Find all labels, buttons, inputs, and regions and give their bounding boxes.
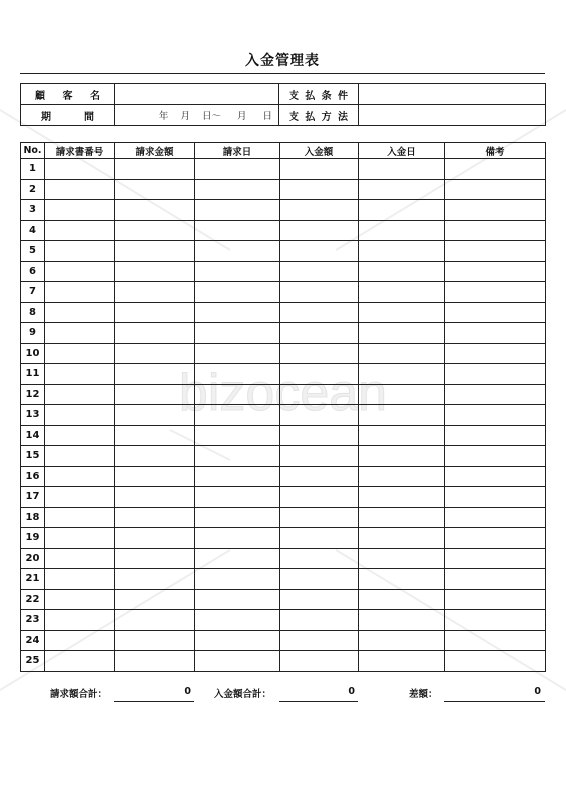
invoice-amount-cell[interactable] [115,507,195,528]
payment-date-cell[interactable] [359,630,445,651]
table-row [21,159,546,180]
invoice-date-cell[interactable] [195,241,280,262]
invoice-date-cell[interactable] [195,528,280,549]
table-row [21,425,546,446]
invoice-number-cell[interactable] [45,507,115,528]
invoice-amount-cell[interactable] [115,179,195,200]
difference-label: 差額： [409,689,438,700]
invoice-number-cell[interactable] [45,200,115,221]
table-row [21,220,546,241]
invoice-number-cell[interactable] [45,241,115,262]
svg-text:bizocean: bizocean [178,364,388,422]
table-row [21,323,546,344]
row-number: 16 [21,466,45,487]
payment-amount-cell[interactable] [280,651,359,672]
payment-date-cell[interactable] [359,528,445,549]
payment-date-cell[interactable] [359,241,445,262]
row-number: 21 [21,569,45,590]
table-row [21,610,546,631]
invoice-date-cell[interactable] [195,364,280,385]
customer-field[interactable] [115,84,279,105]
remarks-cell[interactable] [445,446,546,467]
invoice-number-cell[interactable] [45,610,115,631]
invoice-number-cell[interactable] [45,528,115,549]
payment-amount-cell[interactable] [280,405,359,426]
invoice-number-cell[interactable] [45,364,115,385]
remarks-cell[interactable] [445,507,546,528]
payment-amount-cell[interactable] [280,302,359,323]
row-number: 11 [21,364,45,385]
invoice-amount-cell[interactable] [115,200,195,221]
payment-amount-cell[interactable] [280,282,359,303]
invoice-amount-cell[interactable] [115,569,195,590]
invoice-date-cell[interactable] [195,589,280,610]
invoice-amount-cell[interactable] [115,425,195,446]
payment-date-cell[interactable] [359,302,445,323]
payment-table [20,142,546,672]
payment-date-cell[interactable] [359,548,445,569]
remarks-cell[interactable] [445,630,546,651]
invoice-total-value: 0 [184,686,191,697]
payment-total-underline [279,701,358,702]
invoice-number-cell[interactable] [45,302,115,323]
invoice-amount-cell[interactable] [115,487,195,508]
payment-date-cell[interactable] [359,507,445,528]
table-row [21,200,546,221]
invoice-date-cell[interactable] [195,343,280,364]
invoice-date-cell[interactable] [195,446,280,467]
table-row [21,384,546,405]
invoice-amount-cell[interactable] [115,364,195,385]
payment-amount-cell[interactable] [280,425,359,446]
page-title: 入金管理表 [245,53,320,69]
payment-amount-cell[interactable] [280,528,359,549]
payment-amount-cell[interactable] [280,200,359,221]
info-table [20,83,546,126]
remarks-cell[interactable] [445,179,546,200]
invoice-number-cell[interactable] [45,220,115,241]
table-row [21,630,546,651]
payment-date-cell[interactable] [359,569,445,590]
payment-amount-cell[interactable] [280,343,359,364]
row-number: 23 [21,610,45,631]
table-row [21,179,546,200]
remarks-cell[interactable] [445,569,546,590]
header-invoice-date: 請求日 [195,143,280,159]
payment-date-cell[interactable] [359,220,445,241]
remarks-cell[interactable] [445,384,546,405]
remarks-cell[interactable] [445,302,546,323]
payment-date-cell[interactable] [359,487,445,508]
table-header-row [21,143,546,159]
remarks-cell[interactable] [445,589,546,610]
invoice-date-cell[interactable] [195,302,280,323]
row-number: 12 [21,384,45,405]
remarks-cell[interactable] [445,241,546,262]
invoice-number-cell[interactable] [45,343,115,364]
table-row [21,548,546,569]
payment-amount-cell[interactable] [280,384,359,405]
payment-date-cell[interactable] [359,343,445,364]
invoice-amount-cell[interactable] [115,528,195,549]
table-row [21,405,546,426]
table-row [21,487,546,508]
remarks-cell[interactable] [445,528,546,549]
payment-amount-cell[interactable] [280,569,359,590]
invoice-amount-cell[interactable] [115,610,195,631]
invoice-number-cell[interactable] [45,487,115,508]
invoice-date-cell[interactable] [195,425,280,446]
invoice-date-cell[interactable] [195,548,280,569]
invoice-date-cell[interactable] [195,384,280,405]
row-number: 19 [21,528,45,549]
invoice-amount-cell[interactable] [115,466,195,487]
period-field[interactable]: 年 月 日〜 月 日 [115,105,279,126]
payment-date-cell[interactable] [359,651,445,672]
payment-amount-cell[interactable] [280,446,359,467]
remarks-cell[interactable] [445,487,546,508]
table-row [21,364,546,385]
table-row [21,528,546,549]
remarks-cell[interactable] [445,200,546,221]
invoice-number-cell[interactable] [45,323,115,344]
payment-amount-cell[interactable] [280,364,359,385]
row-number: 1 [21,159,45,180]
header-invoice-amount: 請求金額 [115,143,195,159]
payment-amount-cell[interactable] [280,589,359,610]
remarks-cell[interactable] [445,425,546,446]
payment-date-cell[interactable] [359,261,445,282]
invoice-amount-cell[interactable] [115,343,195,364]
row-number: 20 [21,548,45,569]
invoice-amount-cell[interactable] [115,630,195,651]
row-number: 4 [21,220,45,241]
payment-amount-cell[interactable] [280,610,359,631]
invoice-amount-cell[interactable] [115,282,195,303]
invoice-amount-cell[interactable] [115,589,195,610]
invoice-amount-cell[interactable] [115,651,195,672]
invoice-number-cell[interactable] [45,466,115,487]
payment-amount-cell[interactable] [280,323,359,344]
payment-method-label: 支 払 方 法 [279,105,359,126]
invoice-number-cell[interactable] [45,446,115,467]
table-row [21,282,546,303]
row-number: 22 [21,589,45,610]
period-label: 期 間 [21,105,115,126]
invoice-number-cell[interactable] [45,179,115,200]
payment-amount-cell[interactable] [280,261,359,282]
payment-amount-cell[interactable] [280,466,359,487]
row-number: 6 [21,261,45,282]
invoice-date-cell[interactable] [195,159,280,180]
payment-date-cell[interactable] [359,323,445,344]
table-row [21,466,546,487]
invoice-amount-cell[interactable] [115,548,195,569]
payment-total-label: 入金額合計： [214,689,272,700]
payment-date-cell[interactable] [359,425,445,446]
payment-date-cell[interactable] [359,466,445,487]
payment-date-cell[interactable] [359,159,445,180]
row-number: 15 [21,446,45,467]
payment-method-field[interactable] [359,105,546,126]
invoice-number-cell[interactable] [45,405,115,426]
invoice-amount-cell[interactable] [115,241,195,262]
payment-date-cell[interactable] [359,610,445,631]
header-invoice-number: 請求書番号 [45,143,115,159]
remarks-cell[interactable] [445,220,546,241]
invoice-date-cell[interactable] [195,405,280,426]
invoice-total-label: 請求額合計： [50,689,108,700]
remarks-cell[interactable] [445,282,546,303]
header-remarks: 備考 [445,143,546,159]
invoice-number-cell[interactable] [45,548,115,569]
payment-date-cell[interactable] [359,446,445,467]
payment-total-value: 0 [348,686,355,697]
invoice-amount-cell[interactable] [115,384,195,405]
table-row [21,589,546,610]
customer-label: 顧 客 名 [21,84,115,105]
payment-amount-cell[interactable] [280,241,359,262]
invoice-amount-cell[interactable] [115,302,195,323]
row-number: 18 [21,507,45,528]
invoice-amount-cell[interactable] [115,159,195,180]
difference-underline [444,701,545,702]
remarks-cell[interactable] [445,323,546,344]
table-row [21,241,546,262]
invoice-amount-cell[interactable] [115,323,195,344]
invoice-date-cell[interactable] [195,323,280,344]
payment-date-cell[interactable] [359,364,445,385]
remarks-cell[interactable] [445,651,546,672]
remarks-cell[interactable] [445,610,546,631]
header-payment-date: 入金日 [359,143,445,159]
row-number: 7 [21,282,45,303]
payment-date-cell[interactable] [359,282,445,303]
payment-amount-cell[interactable] [280,220,359,241]
row-number: 2 [21,179,45,200]
payment-amount-cell[interactable] [280,630,359,651]
row-number: 9 [21,323,45,344]
remarks-cell[interactable] [445,405,546,426]
invoice-number-cell[interactable] [45,282,115,303]
invoice-amount-cell[interactable] [115,220,195,241]
table-row [21,507,546,528]
row-number: 17 [21,487,45,508]
payment-amount-cell[interactable] [280,159,359,180]
invoice-date-cell[interactable] [195,651,280,672]
payment-date-cell[interactable] [359,589,445,610]
header-no: No. [21,143,45,159]
row-number: 10 [21,343,45,364]
payment-terms-label: 支 払 条 件 [279,84,359,105]
remarks-cell[interactable] [445,364,546,385]
invoice-number-cell[interactable] [45,261,115,282]
invoice-date-cell[interactable] [195,220,280,241]
remarks-cell[interactable] [445,159,546,180]
payment-amount-cell[interactable] [280,179,359,200]
row-number: 14 [21,425,45,446]
row-number: 3 [21,200,45,221]
remarks-cell[interactable] [445,466,546,487]
invoice-date-cell[interactable] [195,261,280,282]
table-row [21,302,546,323]
table-row [21,651,546,672]
invoice-date-cell[interactable] [195,630,280,651]
invoice-number-cell[interactable] [45,651,115,672]
invoice-date-cell[interactable] [195,507,280,528]
payment-amount-cell[interactable] [280,548,359,569]
invoice-amount-cell[interactable] [115,405,195,426]
row-number: 5 [21,241,45,262]
payment-amount-cell[interactable] [280,487,359,508]
payment-amount-cell[interactable] [280,507,359,528]
invoice-number-cell[interactable] [45,589,115,610]
invoice-number-cell[interactable] [45,630,115,651]
difference-value: 0 [534,686,541,697]
header-payment-amount: 入金額 [280,143,359,159]
remarks-cell[interactable] [445,548,546,569]
invoice-total-underline [114,701,194,702]
invoice-date-cell[interactable] [195,282,280,303]
remarks-cell[interactable] [445,343,546,364]
payment-date-cell[interactable] [359,200,445,221]
title-underline [20,73,545,74]
table-row [21,446,546,467]
row-number: 13 [21,405,45,426]
invoice-amount-cell[interactable] [115,261,195,282]
invoice-number-cell[interactable] [45,425,115,446]
payment-date-cell[interactable] [359,179,445,200]
table-row [21,343,546,364]
invoice-date-cell[interactable] [195,179,280,200]
invoice-date-cell[interactable] [195,200,280,221]
payment-date-cell[interactable] [359,384,445,405]
remarks-cell[interactable] [445,261,546,282]
invoice-number-cell[interactable] [45,159,115,180]
payment-date-cell[interactable] [359,405,445,426]
invoice-date-cell[interactable] [195,487,280,508]
row-number: 25 [21,651,45,672]
table-row [21,569,546,590]
invoice-date-cell[interactable] [195,610,280,631]
invoice-date-cell[interactable] [195,466,280,487]
invoice-amount-cell[interactable] [115,446,195,467]
invoice-date-cell[interactable] [195,569,280,590]
invoice-number-cell[interactable] [45,569,115,590]
invoice-number-cell[interactable] [45,384,115,405]
payment-terms-field[interactable] [359,84,546,105]
row-number: 24 [21,630,45,651]
table-row [21,261,546,282]
row-number: 8 [21,302,45,323]
